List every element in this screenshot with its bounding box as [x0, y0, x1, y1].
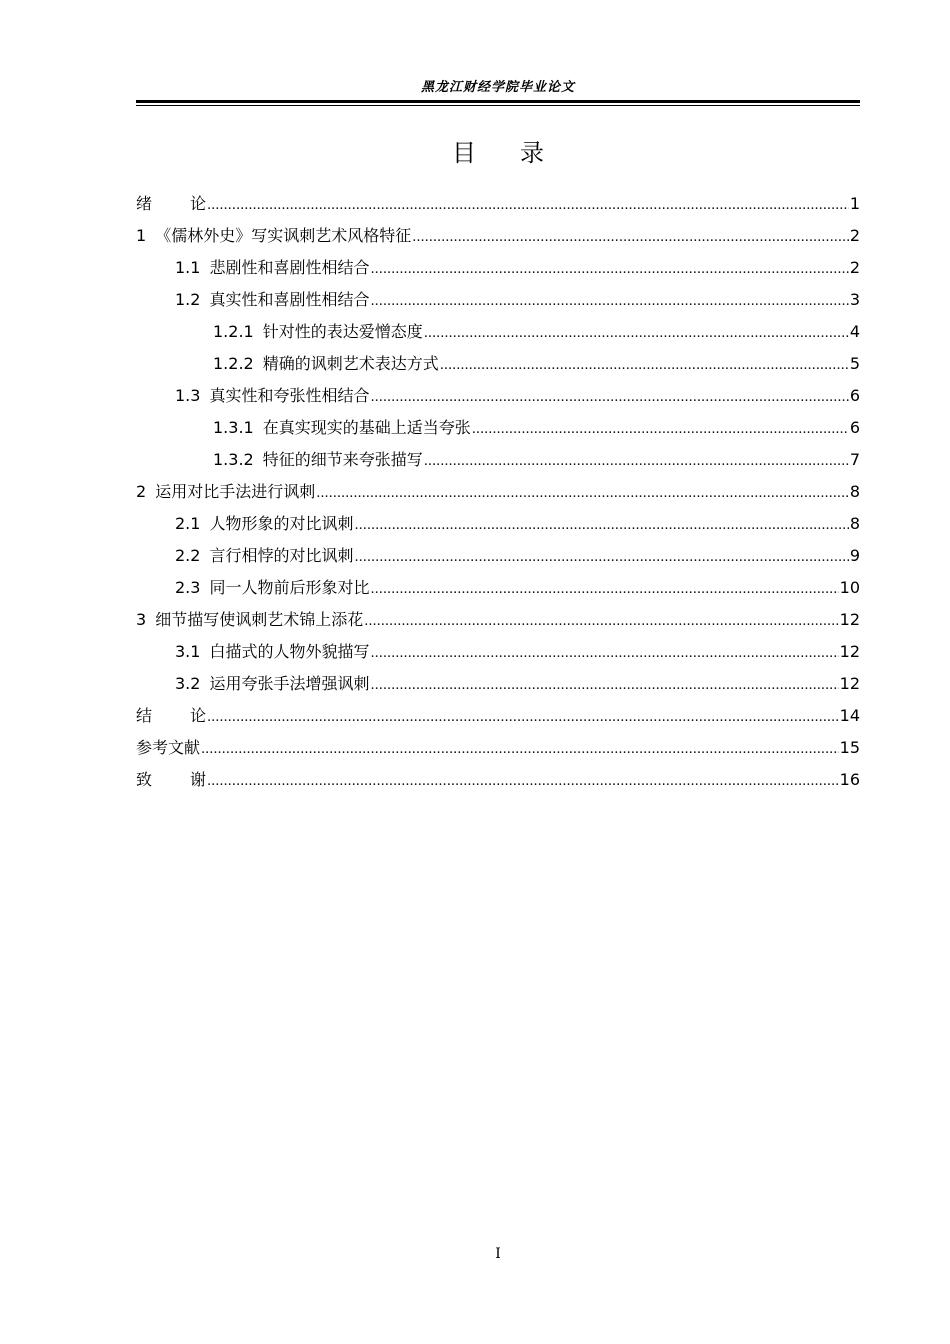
toc-leader-dots [364, 606, 838, 638]
toc-entry-label: 针对性的表达爱憎态度 [262, 322, 423, 341]
toc-entry-label: 言行相悖的对比讽刺 [209, 546, 354, 565]
toc-entry-page: 16 [839, 770, 860, 789]
toc-entry-number: 1.1 [175, 258, 201, 277]
toc-leader-dots [316, 478, 849, 510]
toc-entry-page: 6 [849, 418, 860, 437]
toc-entry[interactable] [136, 764, 860, 796]
toc-leader-dots [354, 510, 848, 542]
toc-entry[interactable] [136, 316, 860, 348]
toc-entry-label: 同一人物前后形象对比 [209, 578, 370, 597]
header-rule-thick [136, 100, 860, 103]
toc-entry-number: 1.3.2 [213, 450, 254, 469]
toc-entry-label: 特征的细节来夸张描写 [262, 450, 423, 469]
toc-leader-dots [424, 446, 849, 478]
toc-entry[interactable] [136, 604, 860, 636]
toc-entry-page: 8 [849, 482, 860, 501]
toc-leader-dots [412, 222, 849, 254]
toc-entry-number: 1.2.1 [213, 322, 254, 341]
toc-entry[interactable] [136, 476, 860, 508]
toc-entry-page: 4 [849, 322, 860, 341]
toc-entry-label: 《儒林外史》写实讽刺艺术风格特征 [155, 226, 412, 245]
toc-entry-number: 2.3 [175, 578, 201, 597]
toc-entry-number: 2 [136, 482, 147, 501]
toc-entry-page: 2 [849, 258, 860, 277]
toc-entry-page: 12 [839, 610, 860, 629]
toc-entry-label: 运用对比手法进行讽刺 [155, 482, 316, 501]
toc-entry[interactable] [136, 700, 860, 732]
toc-entry[interactable] [136, 220, 860, 252]
toc-leader-dots [472, 414, 849, 446]
toc-entry[interactable] [136, 540, 860, 572]
toc-leader-dots [370, 670, 838, 702]
toc-entry-label: 悲剧性和喜剧性相结合 [209, 258, 370, 277]
toc-entry-page: 1 [849, 194, 860, 213]
toc-entry-page: 9 [849, 546, 860, 565]
toc-entry[interactable] [136, 572, 860, 604]
toc-entry[interactable] [136, 252, 860, 284]
toc-entry-label: 结论 [136, 706, 245, 725]
toc-entry-label: 参考文献 [136, 738, 201, 757]
toc-entry-label: 运用夸张手法增强讽刺 [209, 674, 370, 693]
toc-leader-dots [207, 190, 849, 222]
toc-title: 目录 [452, 139, 588, 167]
toc-entry[interactable] [136, 732, 860, 764]
toc-leader-dots [354, 542, 848, 574]
toc-entry-number: 1 [136, 226, 147, 245]
toc-leader-dots [201, 734, 839, 766]
toc-entry-number: 3 [136, 610, 147, 629]
toc-entry[interactable] [136, 636, 860, 668]
toc-entry-page: 5 [849, 354, 860, 373]
toc-entry[interactable] [136, 380, 860, 412]
toc-entry-number: 1.2.2 [213, 354, 254, 373]
header-rule-thin [136, 105, 860, 106]
toc-entry-label: 真实性和喜剧性相结合 [209, 290, 370, 309]
toc-entry[interactable] [136, 668, 860, 700]
toc-entry-number: 1.3.1 [213, 418, 254, 437]
toc-leader-dots [370, 638, 838, 670]
toc-entry-page: 2 [849, 226, 860, 245]
toc-entry[interactable] [136, 284, 860, 316]
toc-entry[interactable] [136, 444, 860, 476]
toc-leader-dots [370, 574, 838, 606]
toc-entry-page: 8 [849, 514, 860, 533]
toc-leader-dots [207, 702, 839, 734]
toc-entry[interactable] [136, 412, 860, 444]
toc-entry-page: 10 [839, 578, 860, 597]
toc-leader-dots [370, 286, 848, 318]
toc-leader-dots [424, 318, 849, 350]
toc-leader-dots [440, 350, 849, 382]
toc-entry-number: 2.2 [175, 546, 201, 565]
toc-entry[interactable] [136, 188, 860, 220]
toc-entry-page: 14 [839, 706, 860, 725]
toc-entry-number: 2.1 [175, 514, 201, 533]
toc-leader-dots [207, 766, 839, 798]
page-header-title: 黑龙江财经学院毕业论文 [420, 80, 575, 95]
toc-entry-number: 3.2 [175, 674, 201, 693]
toc-entry-number: 1.3 [175, 386, 201, 405]
page-number: I [495, 1246, 501, 1262]
toc-entry-number: 1.2 [175, 290, 201, 309]
toc-entry-page: 7 [849, 450, 860, 469]
toc-entry[interactable] [136, 508, 860, 540]
toc-entry-label: 白描式的人物外貌描写 [209, 642, 370, 661]
toc-entry-label: 致谢 [136, 770, 245, 789]
toc-list [136, 188, 860, 796]
toc-entry-label: 细节描写使讽刺艺术锦上添花 [155, 610, 364, 629]
toc-entry-label: 人物形象的对比讽刺 [209, 514, 354, 533]
toc-leader-dots [370, 254, 848, 286]
toc-entry-label: 在真实现实的基础上适当夸张 [262, 418, 471, 437]
toc-entry-page: 12 [839, 642, 860, 661]
toc-entry[interactable] [136, 348, 860, 380]
toc-entry-page: 12 [839, 674, 860, 693]
toc-entry-page: 3 [849, 290, 860, 309]
toc-entry-page: 15 [839, 738, 860, 757]
toc-entry-label: 精确的讽刺艺术表达方式 [262, 354, 439, 373]
toc-entry-label: 绪论 [136, 194, 245, 213]
toc-leader-dots [370, 382, 848, 414]
toc-entry-page: 6 [849, 386, 860, 405]
toc-entry-label: 真实性和夸张性相结合 [209, 386, 370, 405]
toc-entry-number: 3.1 [175, 642, 201, 661]
